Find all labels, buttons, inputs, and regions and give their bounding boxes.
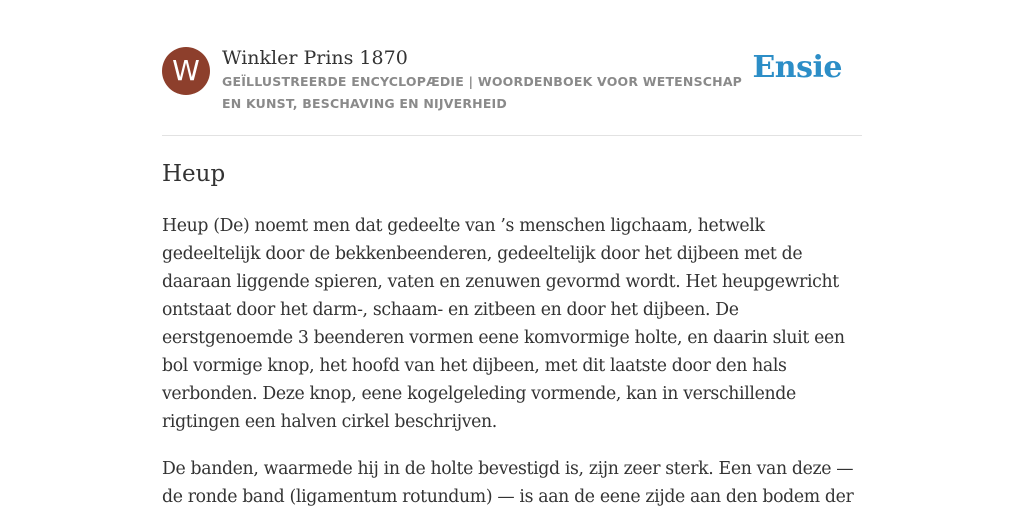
source-header [162,46,862,116]
source-info [222,46,752,115]
header-divider [162,135,862,136]
source-avatar[interactable]: W [162,47,210,95]
ensie-logo[interactable]: Ensie [752,50,842,85]
entry-title: Heup [162,161,226,187]
entry-paragraph: De banden, waarmede hij in de holte bevestigd is, zijn zeer sterk. Een van deze — de ronde band (ligamentum rotundum) — is aan de eene zijde aan den bodem der [162,459,854,507]
source-subtitle: GEÏLLUSTREERDE ENCYCLOPÆDIE | WOORDENBOEK VOOR WETENSCHAP EN KUNST, BESCHAVING EN NIJVERHEID [222,74,743,111]
entry-body [162,212,862,530]
source-title[interactable]: Winkler Prins 1870 [222,47,408,69]
entry-paragraph: Heup (De) noemt men dat gedeelte van ’s menschen ligchaam, hetwelk gedeeltelijk door de bekkenbeenderen, gedeeltelijk door het dijbeen met de daaraan liggende spieren, vaten en zenuwen gevormd wordt. Het heupgewricht ontstaat door het darm-, schaam- en zitbeen en door het dijbeen. De eerstgenoemde 3 beenderen vormen eene komvormige holte, en daarin sluit een bol vormige knop, het hoofd van het dijbeen, met dit laatste door den hals verbonden. Deze knop, eene kogelgeleding vormende, kan in verschillende rigtingen een halven cirkel beschrijven. [162,216,845,432]
